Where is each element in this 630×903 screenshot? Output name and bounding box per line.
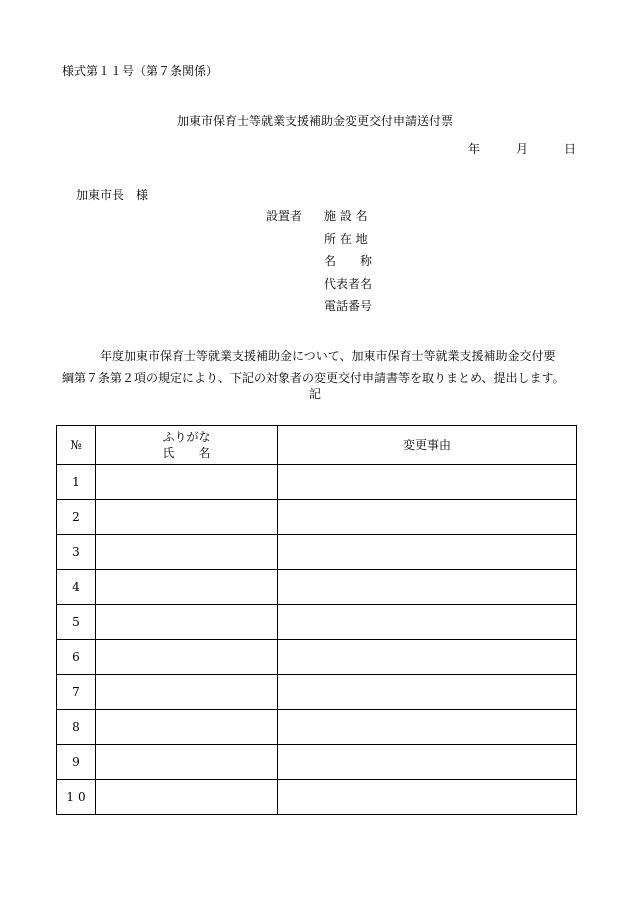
row-number: 6	[57, 640, 96, 675]
body-line-1: 年度加東市保育士等就業支援補助金について、加東市保育士等就業支援補助金交付要	[100, 349, 556, 363]
reason-cell[interactable]	[278, 675, 577, 710]
name-cell[interactable]	[96, 780, 278, 815]
header-furigana: ふりがな	[162, 430, 211, 444]
table-header-row	[57, 426, 577, 465]
name-cell[interactable]	[96, 570, 278, 605]
row-number: 8	[57, 710, 96, 745]
reason-cell[interactable]	[278, 640, 577, 675]
table-row	[57, 745, 577, 780]
table-row	[57, 500, 577, 535]
row-number: 4	[57, 570, 96, 605]
name-cell[interactable]	[96, 710, 278, 745]
body-line-2: 綱第７条第２項の規定により、下記の対象者の変更交付申請書等を取りまとめ、提出します。	[62, 371, 565, 385]
reason-cell[interactable]	[278, 570, 577, 605]
field-location: 所 在 地	[324, 232, 368, 246]
reason-cell[interactable]	[278, 745, 577, 780]
table-row	[57, 570, 577, 605]
table-row	[57, 710, 577, 745]
reason-cell[interactable]	[278, 465, 577, 500]
name-cell[interactable]	[96, 535, 278, 570]
reason-cell[interactable]	[278, 605, 577, 640]
row-number: 2	[57, 500, 96, 535]
table-row	[57, 640, 577, 675]
setter-label: 設置者	[266, 209, 303, 223]
date-year: 年	[468, 142, 481, 156]
row-number: 9	[57, 745, 96, 780]
ki-heading: 記	[308, 387, 321, 401]
row-number: 3	[57, 535, 96, 570]
header-no: №	[57, 426, 96, 465]
name-cell[interactable]	[96, 500, 278, 535]
table-row	[57, 535, 577, 570]
reason-cell[interactable]	[278, 535, 577, 570]
field-phone: 電話番号	[324, 299, 373, 313]
name-cell[interactable]	[96, 465, 278, 500]
row-number: 10	[57, 780, 96, 815]
row-number: 5	[57, 605, 96, 640]
table-row	[57, 605, 577, 640]
subject-table	[56, 425, 577, 815]
document-title: 加東市保育士等就業支援補助金変更交付申請送付票	[176, 114, 453, 128]
table-row	[57, 465, 577, 500]
name-cell[interactable]	[96, 745, 278, 780]
date-month: 月	[516, 142, 529, 156]
table-row	[57, 780, 577, 815]
field-name: 名 称	[324, 254, 373, 268]
addressee: 加東市長 様	[76, 188, 149, 202]
row-number: 1	[57, 465, 96, 500]
reason-cell[interactable]	[278, 500, 577, 535]
date-line	[468, 142, 576, 156]
body-text	[62, 345, 592, 389]
reason-cell[interactable]	[278, 780, 577, 815]
form-number: 様式第１１号（第７条関係）	[62, 64, 219, 78]
name-cell[interactable]	[96, 640, 278, 675]
table-row	[57, 675, 577, 710]
reason-cell[interactable]	[278, 710, 577, 745]
header-name	[96, 426, 278, 465]
date-day: 日	[564, 142, 577, 156]
row-number: 7	[57, 675, 96, 710]
name-cell[interactable]	[96, 675, 278, 710]
field-representative: 代表者名	[324, 277, 373, 291]
field-facility-name: 施 設 名	[324, 209, 368, 223]
header-reason: 変更事由	[278, 426, 577, 465]
header-name-label: 氏 名	[162, 446, 211, 460]
name-cell[interactable]	[96, 605, 278, 640]
